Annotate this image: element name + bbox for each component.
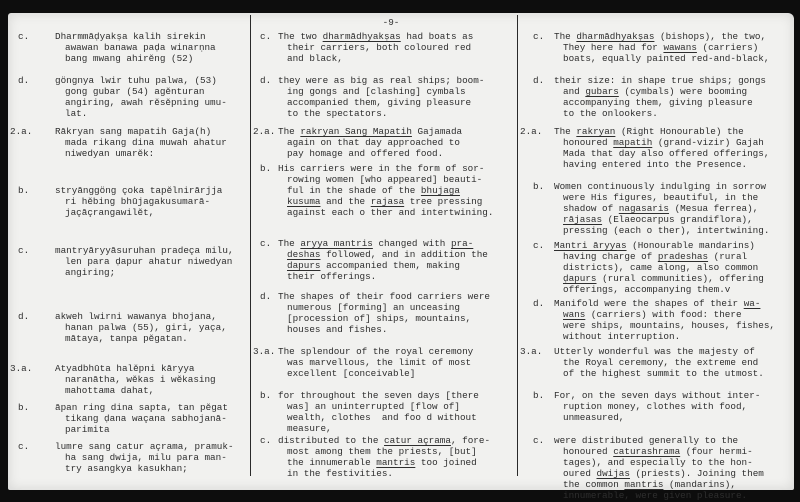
underlined-term: mantris	[376, 457, 416, 468]
verse-line: numerous [forming] an unceasing	[287, 302, 460, 313]
verse-line: parimita	[65, 424, 110, 435]
verse-label: d.	[18, 311, 30, 322]
underlined-term: wawans	[663, 42, 697, 53]
underlined-term: bhujaga	[420, 185, 460, 196]
underlined-term: pra-	[450, 238, 474, 249]
verse-line: the common mantris (mandarins),	[563, 479, 736, 490]
verse-line: for throughout the seven days [there	[278, 390, 479, 401]
verse-label: c.	[260, 238, 272, 249]
verse-line: again on that day approached to	[287, 137, 460, 148]
verse-line: lumre sang catur açrama, pramuk-	[55, 441, 234, 452]
underlined-term: dwijas	[596, 468, 630, 479]
verse-line: their carriers, both coloured red	[287, 42, 472, 53]
verse-label: 3.a.	[10, 363, 33, 374]
underlined-term: pradeshas	[657, 251, 709, 262]
verse-line: Rākryan sang mapatih Gaja(h)	[55, 126, 212, 137]
underlined-term: wa-	[743, 298, 761, 309]
verse-line: they were as big as real ships; boom-	[278, 75, 485, 86]
verse-line: Manifold were the shapes of their wa-	[554, 298, 761, 309]
verse-line: stryānggöng çoka tapĕlnirārjja	[55, 185, 223, 196]
verse-line: and gubars (cymbals) were booming	[563, 86, 748, 97]
verse-line: ri hĕbing bhūjagakusumarā-	[65, 196, 211, 207]
verse-line: jaçāçrangawilĕt,	[65, 207, 155, 218]
verse-label: b.	[260, 390, 272, 401]
verse-line: were His figures, beautiful, in the	[563, 192, 759, 203]
underlined-term: ḍapurs	[563, 273, 597, 284]
verse-line: having entered into the Presence.	[563, 159, 748, 170]
verse-line: unmeasured,	[563, 412, 625, 423]
verse-line: shadow of nagasaris (Mesua ferrea),	[563, 203, 759, 214]
verse-line: naranātha, wĕkas i wĕkasing	[65, 374, 216, 385]
verse-line: rājasas (Elaeocarpus grandiflora),	[563, 214, 753, 225]
underlined-term: rājasas	[563, 214, 603, 225]
verse-line: rowing women [who appeared] beauti-	[287, 174, 483, 185]
underlined-term: wans	[563, 309, 586, 320]
scanned-page	[8, 13, 794, 501]
verse-line: ruption money, clothes with food,	[563, 401, 748, 412]
verse-line: niwedyan umarĕk:	[65, 148, 155, 159]
verse-line: ha sang dwija, milu para man-	[65, 452, 227, 463]
verse-label: c.	[18, 31, 30, 42]
underlined-term: rajasa	[370, 196, 405, 207]
verse-line: accompanied them, giving pleasure	[287, 97, 472, 108]
verse-label: b.	[533, 390, 545, 401]
verse-line: of the highest summit to the utmost.	[563, 368, 764, 379]
verse-line: Dharmmāḍyakṣa kalih sirekin	[55, 31, 206, 42]
verse-line: wealth, clothes and foo d without	[287, 412, 477, 423]
verse-line: Atyadbhūta halĕpni kāryya	[55, 363, 195, 374]
verse-line: tikang ḍana waçana sabhojanā-	[65, 413, 227, 424]
verse-line: were ships, mountains, houses, fishes,	[563, 320, 776, 331]
underlined-term: rakryan Sang Mapatih	[300, 126, 412, 137]
page-number: -9-	[382, 17, 400, 28]
verse-line: angiring;	[65, 267, 116, 278]
verse-line: Women continuously indulging in sorrow	[554, 181, 767, 192]
underlined-term: deshas	[287, 249, 321, 260]
underlined-term: rakryan	[576, 126, 616, 137]
verse-label: d.	[533, 75, 545, 86]
verse-line: The rakryan (Right Honourable) the	[554, 126, 744, 137]
verse-line: ful in the shade of the bhujaga	[287, 185, 460, 196]
verse-line: innumerable, were given pleasure.	[563, 490, 748, 501]
verse-line: districts), came along, also common	[563, 262, 759, 273]
verse-line: len para ḍapur ahatur niwedyan	[65, 256, 233, 267]
verse-line: houses and fishes.	[287, 324, 388, 335]
verse-line: Utterly wonderful was the majesty of	[554, 346, 755, 357]
verse-line: honoured mapatih (grand-vizir) Gajah	[563, 137, 764, 148]
verse-label: c.	[18, 441, 30, 452]
verse-line: gong gubar (54) agĕnturan	[65, 86, 205, 97]
verse-line: tages), and especially to the hon-	[563, 457, 753, 468]
verse-line: Mantri āryyas (Honourable mandarins)	[554, 240, 755, 251]
verse-label: c.	[533, 435, 545, 446]
verse-line: The shapes of their food carriers were	[278, 291, 491, 302]
verse-line: pressing (each o ther), intertwining.	[563, 225, 770, 236]
verse-line: boats, equally painted red-and-black,	[563, 53, 770, 64]
underlined-term: dharmādhyakṣas	[322, 31, 401, 42]
verse-line: the innumerable mantris too joined	[287, 457, 477, 468]
verse-label: d.	[260, 291, 272, 302]
verse-line: deshas followed, and in addition the	[287, 249, 488, 260]
verse-label: c.	[533, 31, 545, 42]
underlined-term: dharmādhyakṣas	[576, 31, 655, 42]
verse-line: in the festivities.	[287, 468, 394, 479]
verse-line: measure,	[287, 423, 332, 434]
verse-line: lat.	[65, 108, 88, 119]
verse-line: against each o ther and intertwining.	[287, 207, 494, 218]
verse-label: d.	[18, 75, 30, 86]
verse-line: The dharmādhyakṣas (bishops), the two,	[554, 31, 767, 42]
verse-line: was] an uninterrupted [flow of]	[287, 401, 460, 412]
verse-label: d.	[533, 298, 545, 309]
verse-line: Mada that day also offered offerings,	[563, 148, 770, 159]
underlined-term: nagasaris	[618, 203, 670, 214]
verse-line: bang mwang ahirĕng (52)	[65, 53, 194, 64]
underlined-term: catur açrama	[384, 435, 451, 446]
verse-line: and black,	[287, 53, 343, 64]
verse-label: 3.a.	[520, 346, 543, 357]
verse-line: kusuma and the rajasa tree pressing	[287, 196, 483, 207]
verse-line: The splendour of the royal ceremony	[278, 346, 474, 357]
verse-line: the Royal ceremony, the extreme end	[563, 357, 759, 368]
verse-label: b.	[18, 402, 30, 413]
verse-line: without interruption.	[563, 331, 681, 342]
verse-line: The rakryan Sang Mapatih Gajamada	[278, 126, 463, 137]
verse-label: b.	[260, 163, 272, 174]
verse-label: c.	[18, 245, 30, 256]
verse-label: b.	[533, 181, 545, 192]
verse-label: c.	[260, 31, 272, 42]
verse-line: mahottama dahat,	[65, 385, 155, 396]
verse-line: göngnya lwir tuhu palwa, (53)	[55, 75, 217, 86]
verse-line: For, on the seven days without inter-	[554, 390, 761, 401]
verse-line: their size: in shape true ships; gongs	[554, 75, 767, 86]
verse-line: āpan ring dina sapta, tan pĕgat	[55, 402, 228, 413]
underlined-term: kusuma	[287, 196, 321, 207]
verse-line: They here had for wawans (carriers)	[563, 42, 759, 53]
verse-label: d.	[260, 75, 272, 86]
verse-line: angiring, awah rĕsĕpning umu-	[65, 97, 227, 108]
underlined-term: caturashrama	[613, 446, 681, 457]
underlined-term: mapatih	[613, 137, 653, 148]
verse-line: offerings, accompanying them.v	[563, 284, 731, 295]
verse-line: mātaya, tanpa pĕgatan.	[65, 333, 188, 344]
verse-line: oured dwijas (priests). Joining them	[563, 468, 764, 479]
verse-line: were distributed generally to the	[554, 435, 739, 446]
verse-line: to the onlookers.	[563, 108, 658, 119]
underlined-term: gubars	[585, 86, 619, 97]
verse-line: mada rikang dina muwah ahatur	[65, 137, 227, 148]
verse-label: 2.a.	[253, 126, 276, 137]
verse-line: their offerings.	[287, 271, 377, 282]
verse-line: was marvellous, the limit of most	[287, 357, 472, 368]
verse-line: distributed to the catur açrama, fore-	[278, 435, 491, 446]
verse-line: hanan palwa (55), giri, yaça,	[65, 322, 227, 333]
verse-label: 2.a.	[10, 126, 33, 137]
verse-line: ḍapurs (rural communities), offering	[563, 273, 764, 284]
verse-line: [procession of] ships, mountains,	[287, 313, 472, 324]
verse-line: wans (carriers) with food: there	[563, 309, 742, 320]
verse-line: pay homage and offered food.	[287, 148, 444, 159]
verse-line: try asangkya kasukhan;	[65, 463, 188, 474]
verse-label: c.	[533, 240, 545, 251]
verse-label: b.	[18, 185, 30, 196]
verse-line: ing gongs and [clashing] cymbals	[287, 86, 466, 97]
verse-line: having charge of pradeshas (rural	[563, 251, 748, 262]
verse-line: akweh lwirni wawanya bhojana,	[55, 311, 217, 322]
verse-line: mantryāryyāsuruhan pradeça milu,	[55, 245, 234, 256]
verse-label: 3.a.	[253, 346, 276, 357]
verse-line: honoured caturashrama (four hermi-	[563, 446, 753, 457]
verse-line: excellent [conceivable]	[287, 368, 416, 379]
verse-label: c.	[260, 435, 272, 446]
verse-line: accompanying them, giving pleasure	[563, 97, 753, 108]
verse-line: The two dharmādhyakṣas had boats as	[278, 31, 474, 42]
underlined-term: mantris	[624, 479, 664, 490]
column-divider-left	[250, 15, 251, 476]
column-divider-right	[517, 15, 518, 476]
underlined-term: dapurs	[287, 260, 321, 271]
verse-line: The aryya mantris changed with pra-	[278, 238, 474, 249]
verse-line: most among them the priests, [but]	[287, 446, 477, 457]
underlined-term: Mantri āryyas	[554, 240, 627, 251]
verse-line: to the spectators.	[287, 108, 388, 119]
verse-label: 2.a.	[520, 126, 543, 137]
verse-line: awawan banawa paḍa winarṇna	[65, 42, 216, 53]
underlined-term: aryya mantris	[300, 238, 373, 249]
verse-line: His carriers were in the form of sor-	[278, 163, 485, 174]
verse-line: dapurs accompanied them, making	[287, 260, 460, 271]
